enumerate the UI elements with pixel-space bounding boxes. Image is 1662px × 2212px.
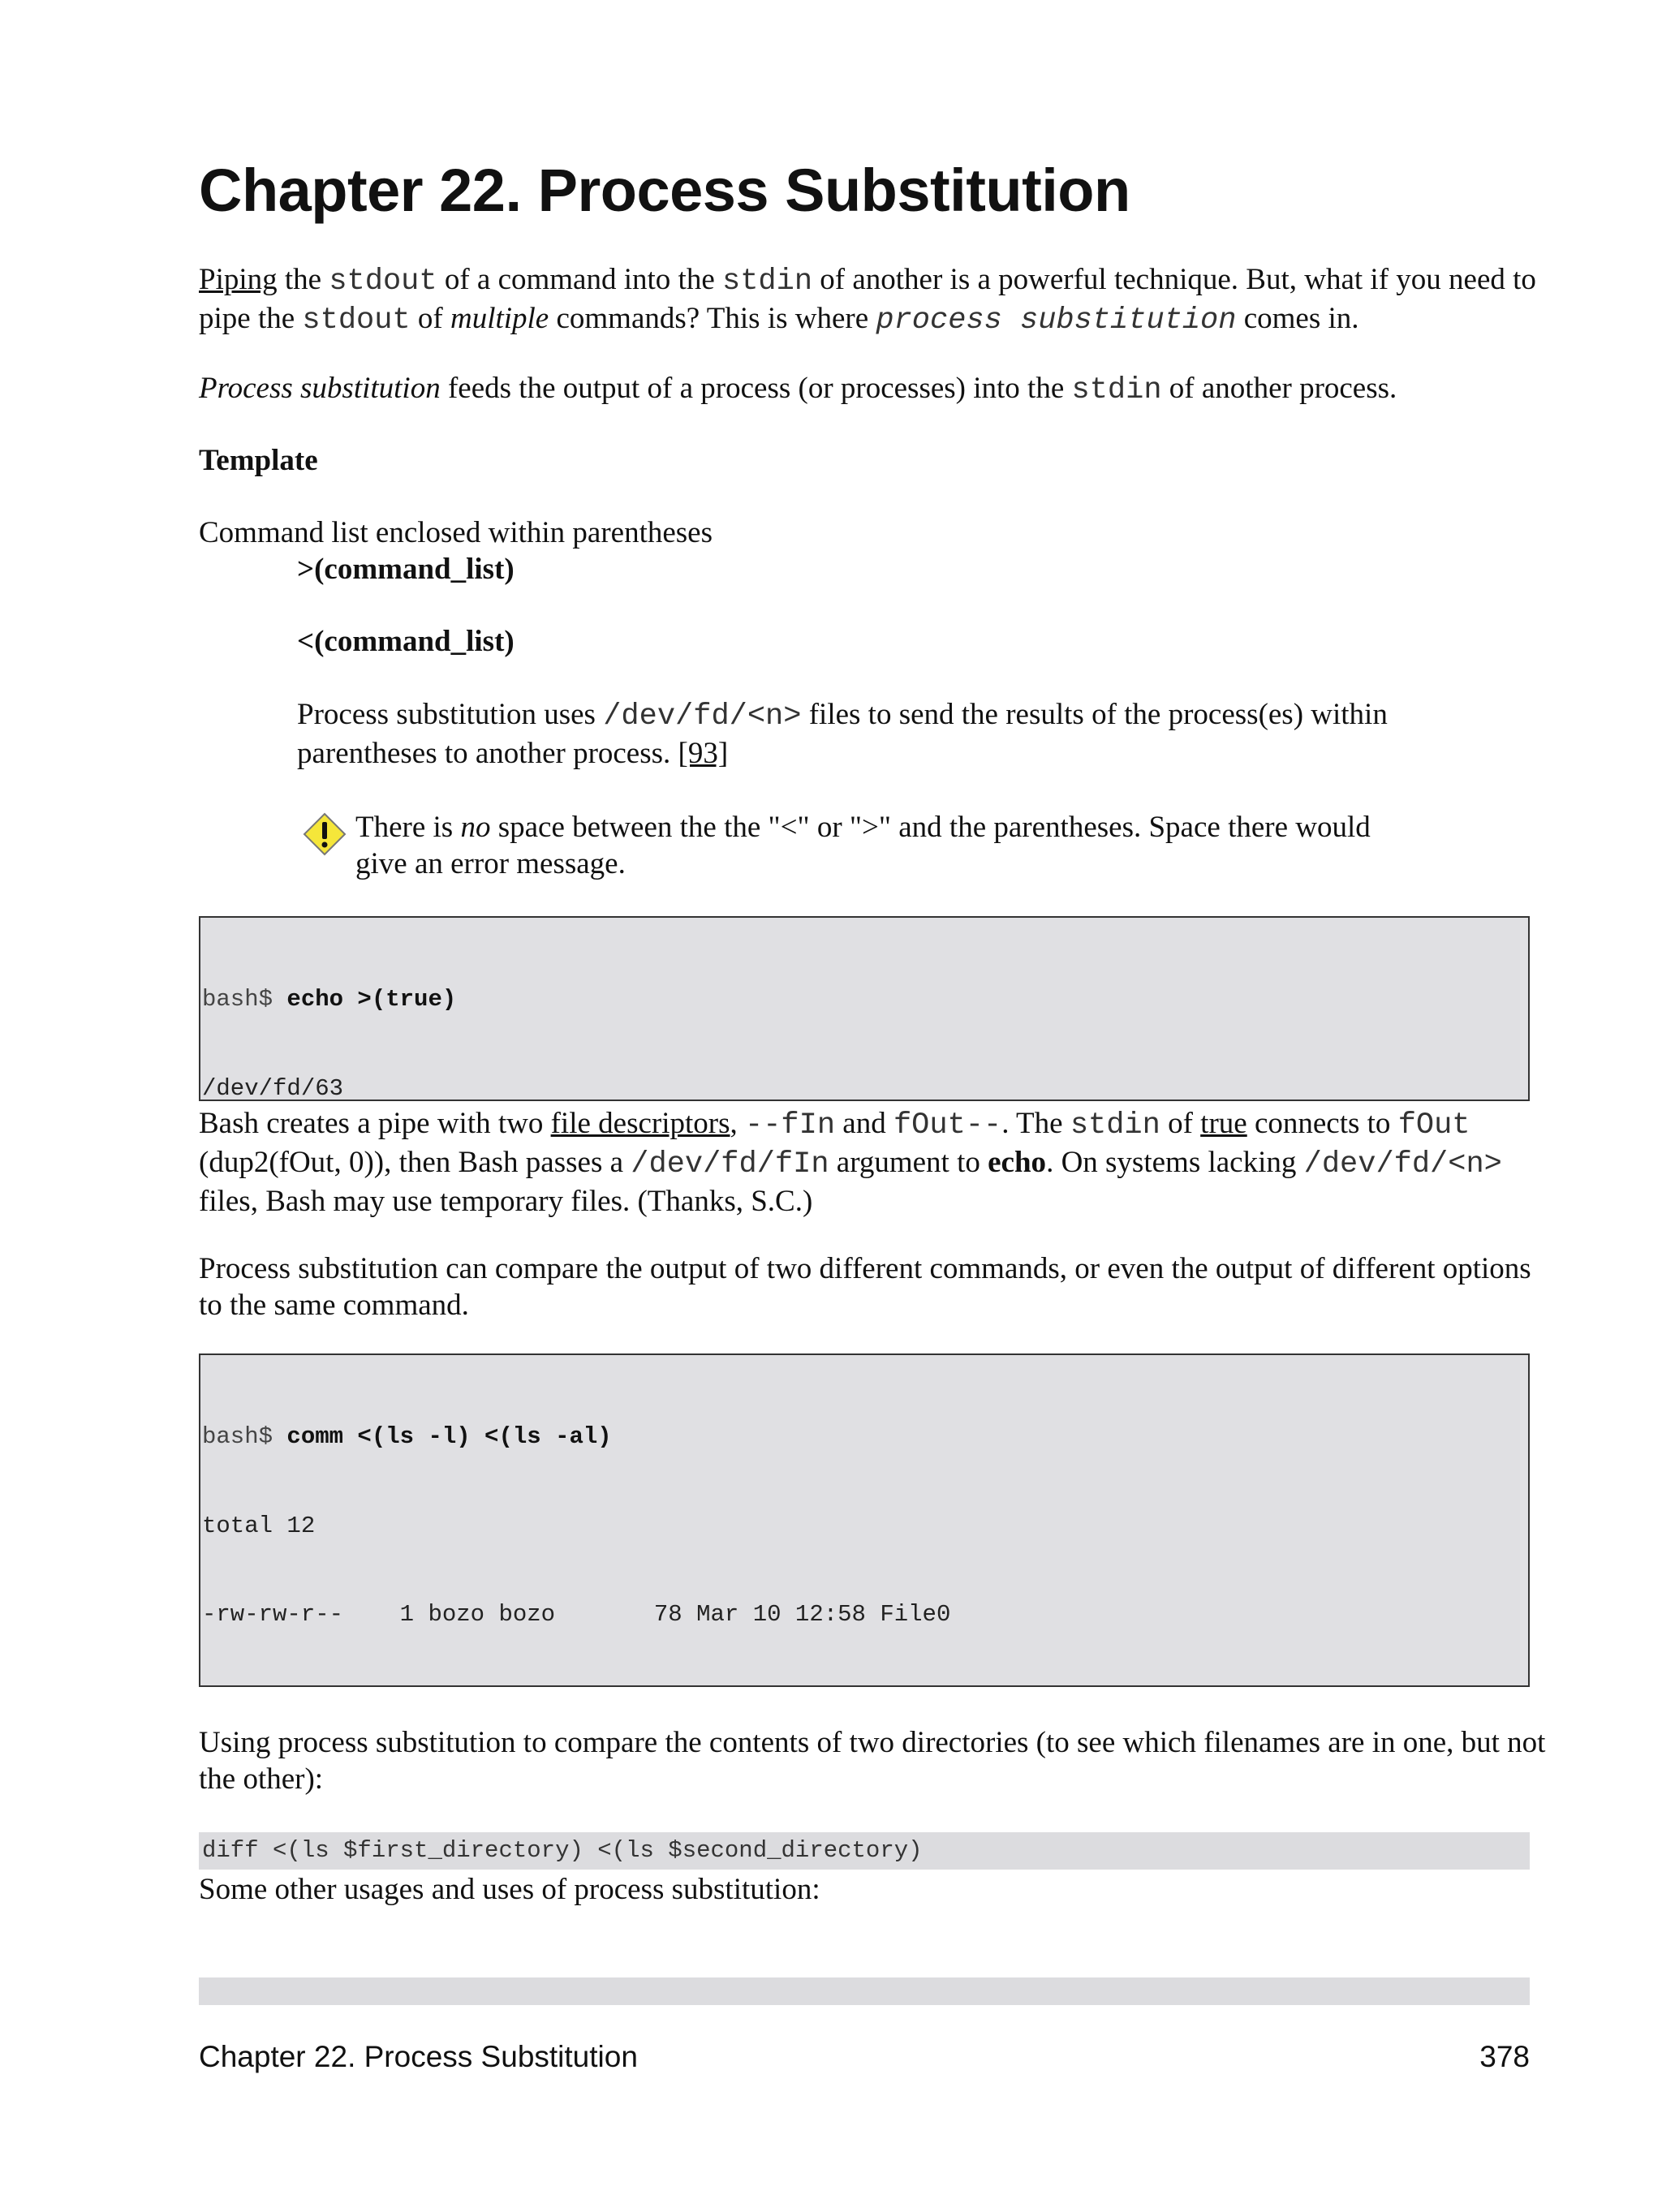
explain-text-3: and bbox=[835, 1107, 893, 1140]
footer-chapter-title: Chapter 22. Process Substitution bbox=[199, 2040, 638, 2073]
syntax-output-substitution: >(command_list) bbox=[297, 553, 515, 586]
code-line: total 12 bbox=[202, 1512, 316, 1539]
code-line: /dev/fd/63 bbox=[202, 1074, 344, 1101]
uses-text-1: Process substitution uses bbox=[297, 698, 604, 731]
emphasis-no: no bbox=[460, 811, 491, 844]
code-dev-fd-n: /dev/fd/<n> bbox=[603, 699, 802, 734]
code-stdout-2: stdout bbox=[302, 303, 411, 338]
other-usages-paragraph: Some other usages and uses of process substitution: bbox=[199, 1873, 820, 1906]
explain-text-9: . On systems lacking bbox=[1046, 1146, 1304, 1179]
code-dev-fd-n-2: /dev/fd/<n> bbox=[1303, 1147, 1502, 1181]
footer-page-number: 378 bbox=[1479, 2040, 1530, 2073]
explain-text-5: of bbox=[1160, 1107, 1201, 1140]
code-block-continued bbox=[199, 1977, 1530, 2005]
intro-text-1: the bbox=[277, 263, 329, 296]
definition-text-1: feeds the output of a process (or processes) into the bbox=[440, 372, 1072, 405]
syntax-input-substitution: <(command_list) bbox=[297, 625, 515, 658]
code-process-substitution: process substitution bbox=[876, 303, 1237, 338]
definition-paragraph bbox=[199, 370, 1546, 409]
emphasis-multiple: multiple bbox=[450, 302, 549, 335]
pipe-explanation-paragraph bbox=[199, 1105, 1546, 1220]
explain-text-4: . The bbox=[1001, 1107, 1070, 1140]
dirs-compare-paragraph: Using process substitution to compare the contents of two directories (to see which filenames are in one, but not the other): bbox=[199, 1726, 1546, 1796]
code-stdin-def: stdin bbox=[1071, 373, 1162, 407]
code-line bbox=[202, 985, 1528, 1015]
explain-text-10: files, Bash may use temporary files. (Thanks, S.C.) bbox=[199, 1185, 813, 1218]
template-heading: Template bbox=[199, 444, 318, 477]
piping-link[interactable]: Piping bbox=[199, 263, 278, 296]
definition-text-2: of another process. bbox=[1161, 372, 1397, 405]
shell-prompt: bash$ bbox=[202, 1423, 287, 1450]
code-fin: --fIn bbox=[745, 1108, 836, 1143]
uses-paragraph bbox=[297, 696, 1531, 772]
shell-prompt: bash$ bbox=[202, 986, 287, 1013]
explain-text-1: Bash creates a pipe with two bbox=[199, 1107, 551, 1140]
true-link[interactable]: true bbox=[1200, 1107, 1247, 1140]
code-stdin: stdin bbox=[722, 265, 813, 299]
explain-text-6: connects to bbox=[1246, 1107, 1398, 1140]
code-line: -rw-rw-r-- 1 bozo bozo 78 Mar 10 12:58 File0 bbox=[202, 1601, 951, 1628]
intro-text-2: of a command into the bbox=[437, 263, 722, 296]
code-stdout: stdout bbox=[329, 265, 437, 299]
echo-bold: echo bbox=[988, 1146, 1047, 1179]
intro-text-5: commands? This is where bbox=[549, 302, 876, 335]
warning-icon bbox=[302, 811, 347, 857]
code-dev-fd-fin: /dev/fd/fIn bbox=[631, 1147, 829, 1181]
shell-command: comm <(ls -l) <(ls -al) bbox=[286, 1423, 612, 1450]
file-descriptors-link[interactable]: file descriptors bbox=[550, 1107, 730, 1140]
intro-text-4: of bbox=[410, 302, 450, 335]
explain-text-7: (dup2(fOut, 0)), then Bash passes a bbox=[199, 1146, 631, 1179]
footnote-93-link[interactable]: [93] bbox=[678, 737, 729, 770]
intro-text-6: comes in. bbox=[1236, 302, 1359, 335]
intro-text-3: of another is a powerful technique. But, what if you need to pipe the bbox=[199, 263, 1536, 335]
code-fout: fOut-- bbox=[893, 1108, 1002, 1143]
warning-text-1: There is bbox=[355, 811, 461, 844]
compare-intro-paragraph: Process substitution can compare the output of two different commands, or even the output of different options to the same command. bbox=[199, 1252, 1531, 1322]
intro-paragraph bbox=[199, 261, 1546, 339]
term-process-substitution: Process substitution bbox=[199, 372, 441, 405]
code-fout-2: fOut bbox=[1397, 1108, 1470, 1143]
explain-text-8: argument to bbox=[829, 1146, 988, 1179]
shell-command: echo >(true) bbox=[286, 986, 457, 1013]
uses-text-2: files to send the results of the process(es) within parentheses to another process. bbox=[297, 698, 1388, 770]
warning-text-2: space between the the "<" or ">" and the parentheses. Space there would give an error message. bbox=[355, 811, 1371, 880]
code-stdin-explain: stdin bbox=[1070, 1108, 1160, 1143]
chapter-title: Chapter 22. Process Substitution bbox=[199, 157, 1130, 224]
code-line bbox=[202, 1422, 1528, 1452]
code-example-comm bbox=[199, 1353, 1530, 1687]
warning-text bbox=[355, 809, 1410, 882]
code-diff-command: diff <(ls $first_directory) <(ls $second_directory) bbox=[199, 1832, 1530, 1870]
explain-text-2: , bbox=[730, 1107, 745, 1140]
command-list-intro: Command list enclosed within parentheses bbox=[199, 516, 713, 549]
code-example-echo bbox=[199, 916, 1530, 1101]
